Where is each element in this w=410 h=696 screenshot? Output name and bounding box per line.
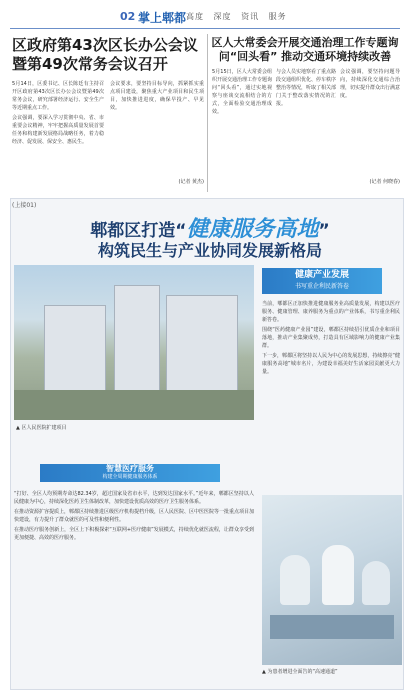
section-title: 掌上郫都: [138, 11, 187, 25]
photo2-caption: ▲ 为患者增进全面告的“高速通道”: [262, 669, 338, 675]
building-shape: [114, 285, 160, 392]
hospital-photo: [14, 265, 254, 420]
header-nav: [186, 11, 293, 22]
photo1-caption: ▲ 区人民医院扩建项目: [16, 425, 67, 431]
nav-item: 深度: [213, 12, 232, 21]
ground-shape: [14, 390, 254, 420]
feature-paragraph: 下一步，郫都区将坚持以人民为中心的发展思想，持续擦亮“健康服务高地”城市名片，为建设幸福美好生活家园贡献更大力量。: [262, 353, 400, 375]
article2-title: 区人大常委会开展交通治理工作专题询问“回头看” 推动交通环境持续改善: [211, 36, 399, 63]
photo2-caption-text: 为患者增进全面告的“高速通道”: [267, 669, 338, 675]
article2-column-1: [212, 68, 272, 188]
feature-title-prefix: 郫都区打造“: [90, 221, 187, 241]
feature-paragraph: “打好、全区人均预期寿命达82.34岁，超过国家及省市水平，达到发达国家水平。”近年来，郫都区坚持以人民健康为中心，持续深化医药卫生体制改革，加快建设优质高效的医疗卫生服务体系。: [14, 491, 254, 505]
section-badge: [262, 268, 382, 294]
article1-paragraph: 会议强调，要深入学习贯彻中央、省、市重要会议精神，牢牢把握高质量发展首要任务和构建新发展格局战略任务，着力稳经济、促发展、保安全、惠民生。: [12, 115, 104, 145]
article2-column-2: [276, 68, 336, 188]
feature-paragraph: 在推动资源扩容提质上，郫都区持续推进区级医疗机构提档升级，区人民医院、区中医医院等一批重点项目加快建设，有力提升了群众就医的可及性和便利性。: [14, 509, 254, 523]
nav-item: 高度: [186, 12, 204, 21]
person-shape: [280, 555, 310, 605]
feature-left-column: [14, 490, 254, 680]
building-shape: [44, 305, 106, 392]
badge-title: 健康产业发展: [294, 270, 349, 280]
header-divider: [10, 28, 400, 29]
article1-paragraph: 5月14日，区委书记、区长陈廷有主持召开区政府第43次区长办公会议暨第49次常务会议，研究部署经济运行、安全生产等近期重点工作。: [12, 81, 104, 111]
person-shape: [362, 561, 390, 605]
feature-title-highlight: 健康服务高地: [186, 217, 319, 242]
nav-item: 资讯: [241, 12, 260, 21]
article2-column-3: [340, 68, 400, 172]
bed-shape: [270, 615, 394, 639]
medical-photo: [262, 495, 402, 665]
feature-paragraph: 当前，郫都区正加快推进健康服务业高质量发展，构建以医疗服务、健康管理、康养服务为重点的产业体系，书写重企利民新答卷。: [262, 301, 400, 323]
article1-paragraph: 会议要求，要坚持目标导向，抓紧抓实重点项目建设，聚焦重大产业项目和民生项目，加快推进进度，确保早投产、早见效。: [110, 81, 204, 111]
column-divider: [207, 34, 208, 192]
feature-right-column: [262, 300, 400, 485]
article2-paragraph: 与会人员实地察看了重点路段交通组织优化、停车秩序整治等情况，听取了相关部门关于整改落实情况的汇报。: [276, 69, 336, 107]
badge-subtitle: 书写重企利民新答卷: [294, 283, 349, 290]
article1-column-right: [110, 80, 204, 176]
continued-tag: (上接01): [12, 202, 37, 209]
page-number: 02: [120, 10, 136, 23]
article1-title: 区政府第43次区长办公会议暨第49次常务会议召开: [12, 36, 198, 73]
badge-subtitle: 构建全周期健康服务体系: [102, 474, 158, 480]
article2-paragraph: 5月15日，区人大常委会组织开展交通治理工作专题询问“回头看”，通过实地视察与座谈交流相结合的方式，全面检验交通治理成效。: [212, 69, 272, 115]
section-badge: [40, 464, 220, 482]
article1-column-left: [12, 80, 104, 184]
feature-subtitle: 构筑民生与产业协同发展新格局: [97, 241, 322, 260]
feature-paragraph: 围绕“医药健康产业园”建设，郫都区持续招引优质企业和项目落地，推动产业集聚成势，打造具有区域影响力的健康产业集群。: [262, 327, 400, 349]
person-shape: [322, 545, 354, 605]
photo1-caption-text: 区人民医院扩建项目: [21, 425, 67, 431]
building-shape: [166, 295, 238, 392]
nav-item: 服务: [268, 12, 287, 21]
article1-byline: (记者 黄杰): [178, 179, 204, 185]
feature-paragraph: 在推动医疗服务创新上，全区上下积极探索“互联网+医疗健康”发展模式，持续优化就医流程，让群众享受到更加便捷、高效的医疗服务。: [14, 527, 254, 541]
article2-paragraph: 会议强调，要坚持问题导向，持续深化交通综合治理，切实提升群众出行满意度。: [340, 69, 400, 99]
badge-title: 智慧医疗服务: [106, 464, 154, 473]
feature-title-suffix: ”: [318, 221, 330, 241]
article2-byline: (记者 何晓春): [369, 179, 400, 185]
